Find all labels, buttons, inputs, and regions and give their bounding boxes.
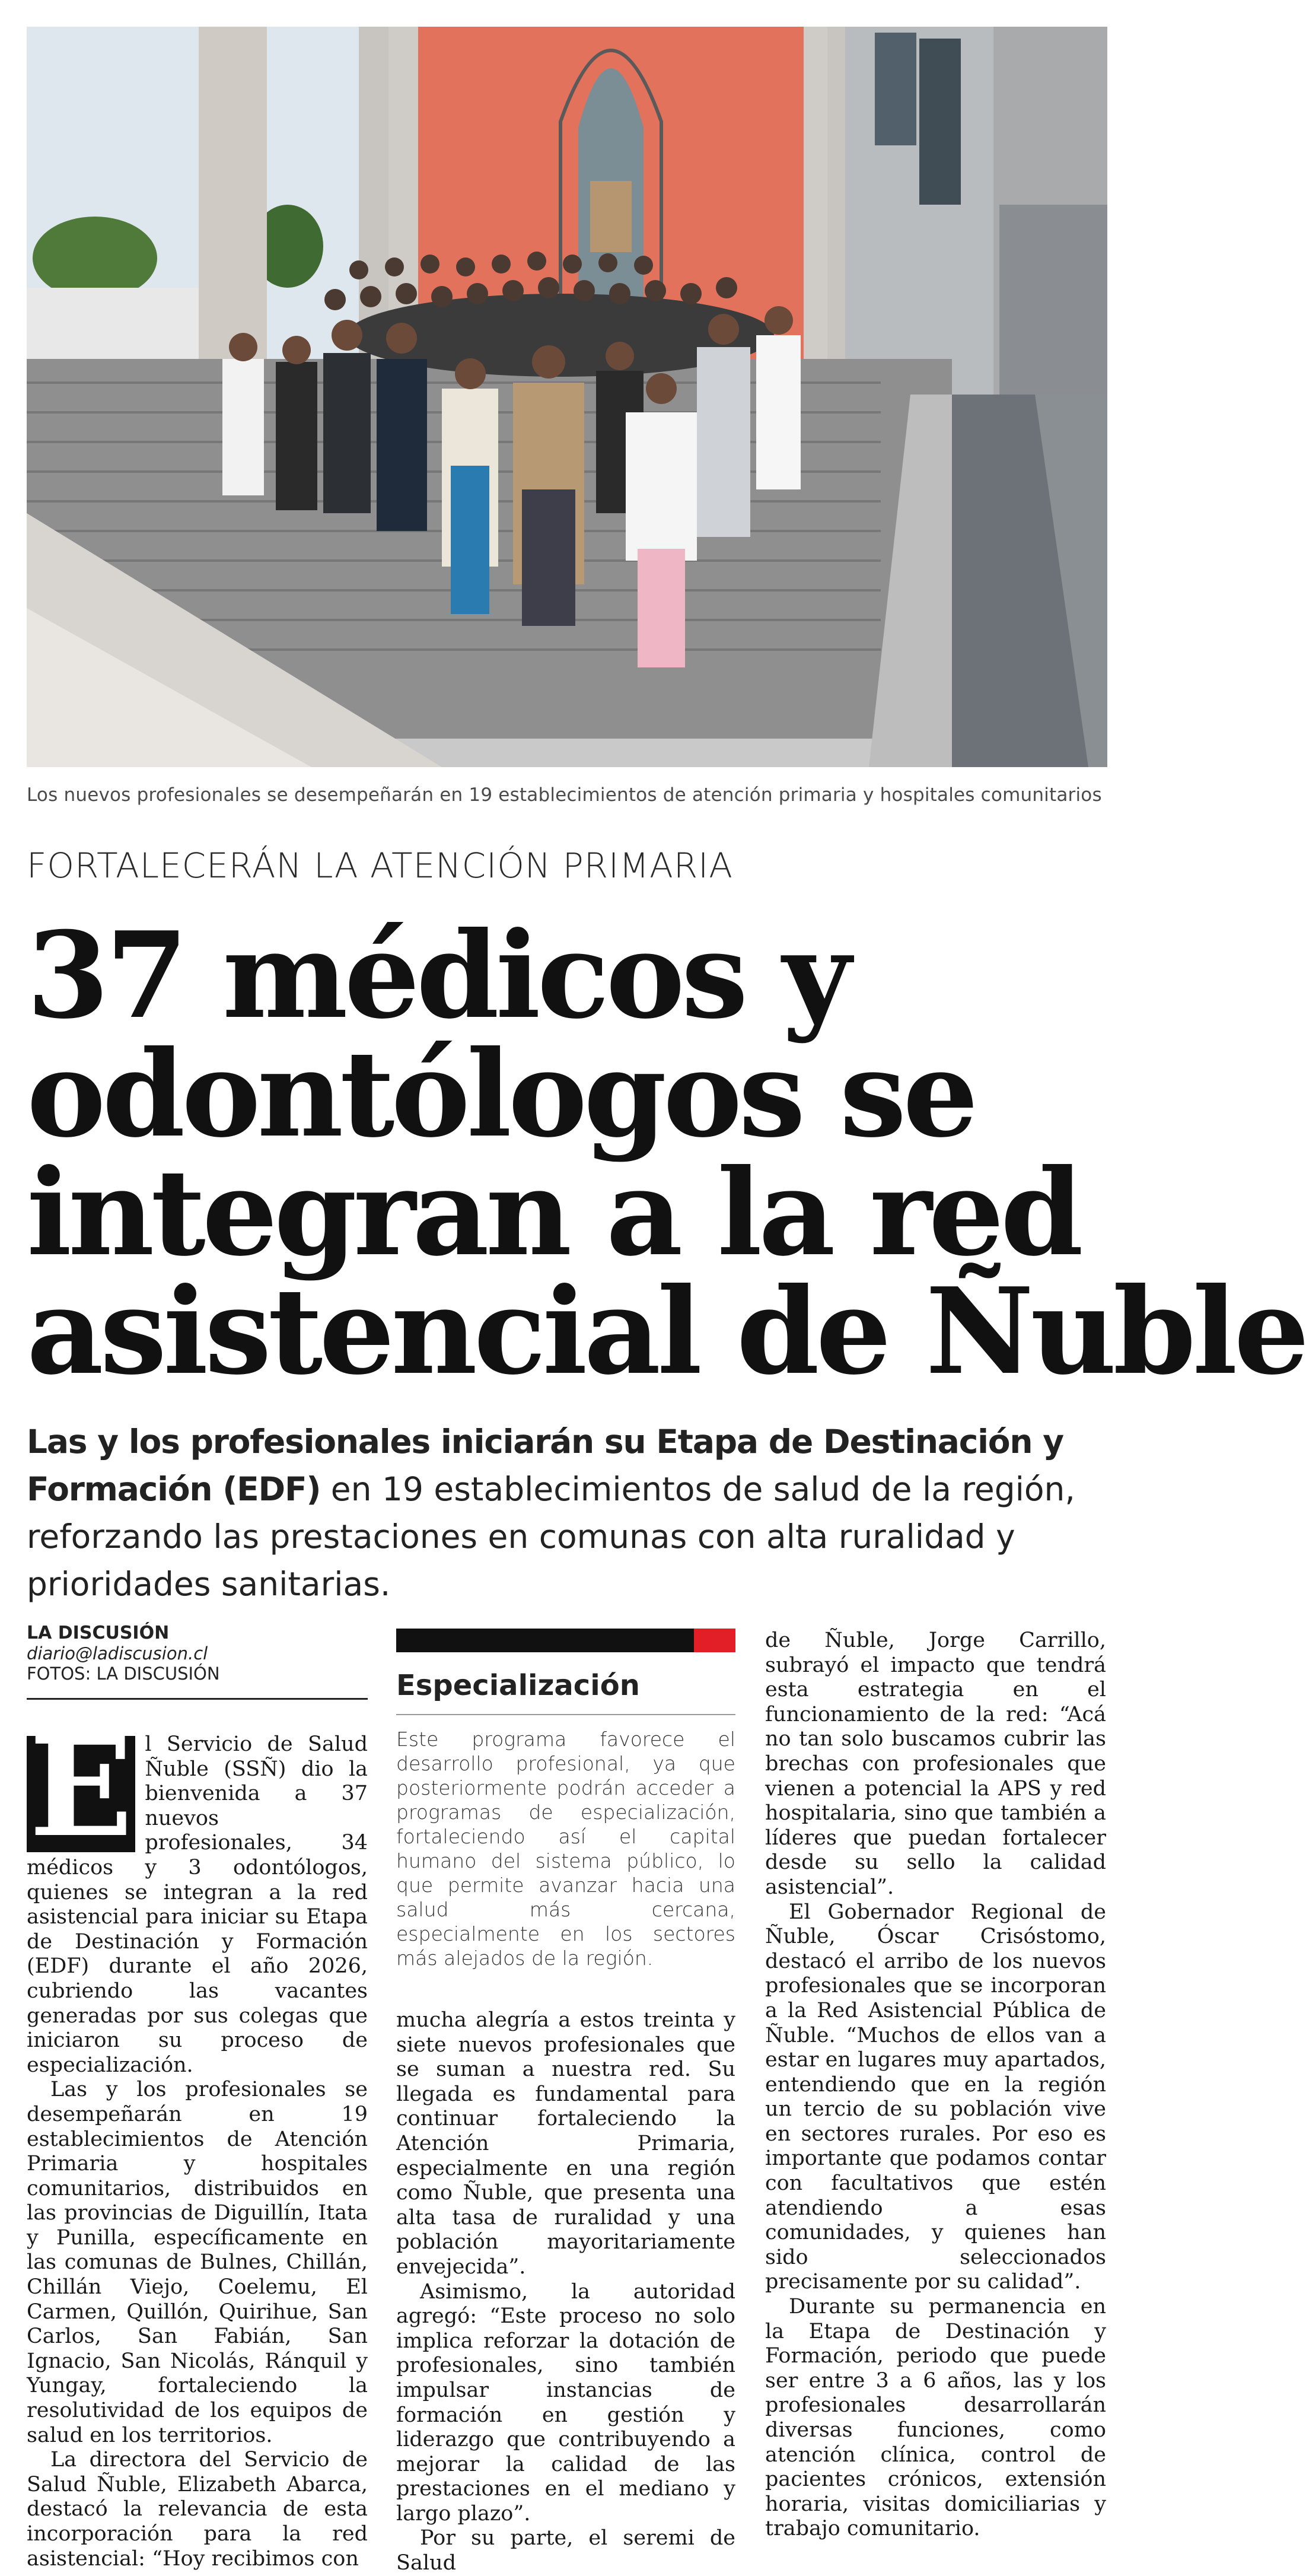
body-column-3 [765, 1629, 1106, 2542]
photo-caption: Los nuevos profesionales se desempeñarán en 19 establecimientos de atención primaria y hospitales comunitarios [27, 784, 1102, 806]
body-paragraph: mucha alegría a estos treinta y siete nuevos profesionales que se suman a nuestra red. Su llegada es fundamental para continuar fortaleciendo la Atención Primaria, especialmente en una región como Ñuble, que presenta una alta tasa de ruralidad y una población mayoritariamente envejecida”. [396, 2008, 735, 2279]
body-paragraph: E l Servicio de Salud Ñuble (SSÑ) dio la bienvenida a 37 nuevos profesionales, 34 médicos y 3 odontólogos, quienes se integran a la red asistencial para iniciar su Etapa de Destinación y Formación (EDF) durante el año 2026, cubriendo las vacantes generadas por sus colegas que iniciaron su proceso de especialización. [27, 1707, 368, 2077]
body-paragraph: de Ñuble, Jorge Carrillo, subrayó el impacto que tendrá esta estrategia en el funcionamiento de la red: “Acá no tan solo buscamos cubrir las brechas con profesionales que vienen a potencial la APS y red hospitalaria, sino que también a líderes que puedan fortalecer desde su sello la calidad asistencial”. [765, 1629, 1106, 1899]
body-paragraph: Las y los profesionales se desempeñarán en 19 establecimientos de Atención Primaria y hospitales comunitarios, distribuidos en las provincias de Diguillín, Itata y Punilla, específicamente en las comunas de Bulnes, Chillán, Chillán Viejo, Coelemu, El Carmen, Quillón, Quirihue, San Carlos, San Fabián, San Ignacio, San Nicolás, Ránquil y Yungay, fortaleciendo la resolutividad de los equipos de salud en los territorios. [27, 2078, 368, 2447]
byline-email[interactable]: diario@ladiscusion.cl [27, 1643, 208, 1664]
sidebar-divider [396, 1714, 735, 1715]
body-paragraph: El Gobernador Regional de Ñuble, Óscar Crisóstomo, destacó el arribo de los nuevos profesionales que se incorporan a la Red Asistencial Pública de Ñuble. “Muchos de ellos van a estar en lugares muy apartados, entendiendo que en la región un tercio de su población vive en sectores rurales. Por eso es importante que podamos contar con facultativos que estén atendiendo a esas comunidades, y quienes han sido seleccionados precisamente por su calidad”. [765, 1900, 1106, 2294]
byline-photo-credit: FOTOS: LA DISCUSIÓN [27, 1664, 220, 1684]
headline-line: odontólogos se [27, 1025, 975, 1164]
sidebar-accent [694, 1629, 735, 1652]
body-column-2 [396, 2008, 735, 2576]
lede-text: en 19 establecimientos de salud de la región, reforzando las prestaciones en comunas con alta ruralidad y prioridades sanitarias. [27, 1470, 1075, 1603]
headline-line: 37 médicos y [27, 906, 848, 1045]
lede [27, 1418, 1112, 1608]
byline-source: LA DISCUSIÓN [27, 1623, 170, 1643]
sidebar-title: Especialización [396, 1669, 640, 1702]
body-paragraph: Por su parte, el seremi de Salud [396, 2526, 735, 2575]
group-photo [27, 27, 1107, 767]
sidebar-text: Este programa favorece el desarrollo profesional, ya que posteriormente podrán acceder a programas de especialización, fortaleciendo así el capital humano del sistema público, lo que permite avanzar hacia una salud más cercana, especialmente en los sectores más alejados de la región. [396, 1728, 735, 1970]
headline-line: integran a la red [27, 1143, 1080, 1283]
drop-cap: E [27, 1736, 135, 1852]
kicker: FORTALECERÁN LA ATENCIÓN PRIMARIA [27, 845, 733, 886]
headline-line: asistencial de Ñuble [27, 1262, 1306, 1401]
body-paragraph: Durante su permanencia en la Etapa de Destinación y Formación, periodo que puede ser entre 3 a 6 años, las y los profesionales desarrollarán diversas funciones, como atención clínica, control de pacientes crónicos, extensión horaria, visitas domiciliarias y trabajo comunitario. [765, 2295, 1106, 2541]
headline [27, 906, 1306, 1401]
byline [27, 1623, 368, 1700]
body-paragraph: La directora del Servicio de Salud Ñuble, Elizabeth Abarca, destacó la relevancia de esta incorporación para la red asistencial: “Hoy recibimos con [27, 2448, 368, 2571]
sidebar-box [396, 1629, 735, 1970]
lede-bold: Las y los profesionales iniciarán su Etapa de Destinación y Formación (EDF) [27, 1423, 1063, 1508]
body-column-1 [27, 1707, 368, 2571]
body-paragraph: Asimismo, la autoridad agregó: “Este proceso no solo implica reforzar la dotación de profesionales, sino también impulsar instancias de formación en gestión y liderazgo que contribuyendo a mejorar la calidad de las prestaciones en el mediano y largo plazo”. [396, 2279, 735, 2526]
sidebar-top-bar [396, 1629, 735, 1652]
